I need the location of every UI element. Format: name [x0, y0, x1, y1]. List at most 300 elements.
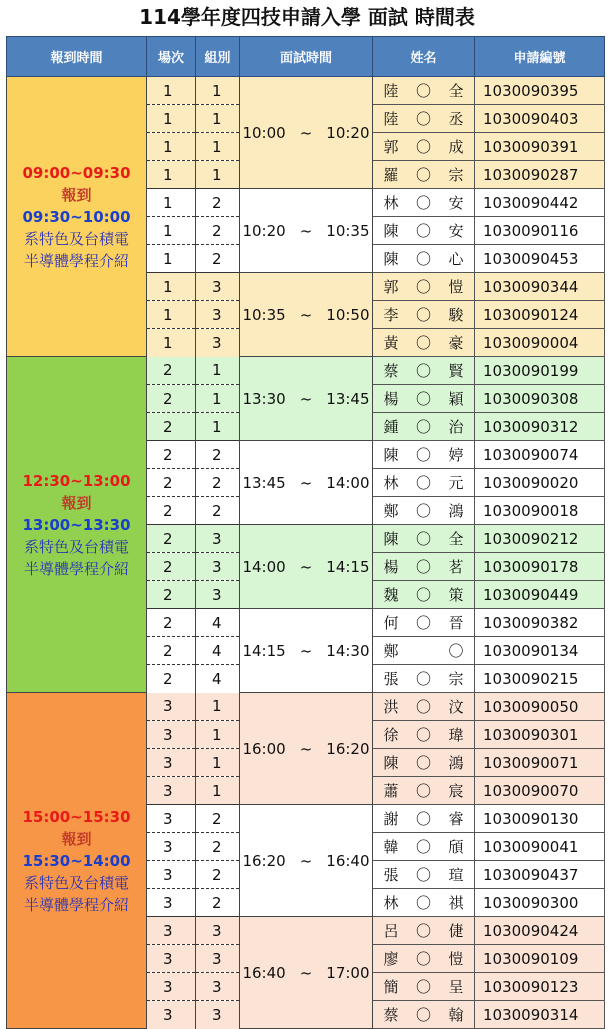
- name-char: 簡: [383, 978, 399, 996]
- name-char: 謝: [383, 810, 399, 828]
- name-char: 〇: [415, 474, 431, 492]
- name-char: 宗: [448, 166, 464, 184]
- name-char: 〇: [415, 838, 431, 856]
- name-char: 韓: [383, 838, 399, 856]
- table-header: [7, 37, 605, 77]
- name-char: 倢: [448, 922, 464, 940]
- group-cell: 2: [196, 889, 240, 917]
- name-char: 楊: [383, 558, 399, 576]
- interview-time-cell: [240, 805, 373, 917]
- time-sep: ~: [299, 557, 313, 576]
- report-time-cell: [7, 693, 147, 1029]
- report-time: 15:00~15:30: [22, 807, 131, 826]
- name-cell: [373, 357, 475, 385]
- session-cell: 3: [147, 693, 196, 721]
- name-char: 〇: [448, 642, 464, 660]
- name-char: 成: [448, 138, 464, 156]
- interview-time-cell: [240, 189, 373, 273]
- group-cell: 3: [196, 525, 240, 553]
- session-cell: 2: [147, 665, 196, 693]
- session-cell: 3: [147, 945, 196, 973]
- name-char: 何: [383, 614, 399, 632]
- name-cell: [373, 189, 475, 217]
- name-char: 晉: [448, 614, 464, 632]
- name-char: 〇: [415, 530, 431, 548]
- page-title: 114學年度四技申請入學 面試 時間表: [139, 5, 475, 29]
- application-id-cell: 1030090134: [475, 637, 605, 665]
- session-cell: 3: [147, 749, 196, 777]
- time-start: 13:45: [242, 473, 286, 492]
- name-cell: [373, 889, 475, 917]
- group-cell: 2: [196, 497, 240, 525]
- group-cell: 3: [196, 329, 240, 357]
- time-start: 10:35: [242, 305, 286, 324]
- group-cell: 3: [196, 581, 240, 609]
- time-end: 14:15: [326, 557, 370, 576]
- name-cell: [373, 637, 475, 665]
- group-cell: 3: [196, 553, 240, 581]
- name-cell: [373, 469, 475, 497]
- application-id-cell: 1030090449: [475, 581, 605, 609]
- application-id-cell: 1030090070: [475, 777, 605, 805]
- application-id-cell: 1030090041: [475, 833, 605, 861]
- time-sep: ~: [299, 851, 313, 870]
- name-char: 愷: [448, 278, 464, 296]
- name-cell: [373, 609, 475, 637]
- name-char: 陳: [383, 446, 399, 464]
- name-cell: [373, 273, 475, 301]
- time-end: 14:30: [326, 641, 370, 660]
- time-start: 16:20: [242, 851, 286, 870]
- name-cell: [373, 833, 475, 861]
- session-cell: 3: [147, 805, 196, 833]
- time-sep: ~: [299, 305, 313, 324]
- name-char: 〇: [415, 754, 431, 772]
- name-char: 洪: [383, 698, 399, 716]
- group-cell: 1: [196, 693, 240, 721]
- application-id-cell: 1030090391: [475, 133, 605, 161]
- report-time-cell: [7, 77, 147, 357]
- name-cell: [373, 917, 475, 945]
- application-id-cell: 1030090130: [475, 805, 605, 833]
- name-char: 〇: [415, 950, 431, 968]
- group-cell: 2: [196, 189, 240, 217]
- report-label: 報到: [61, 493, 92, 512]
- application-id-cell: 1030090437: [475, 861, 605, 889]
- name-char: 宸: [448, 782, 464, 800]
- name-char: 蔡: [383, 1006, 399, 1024]
- name-char: 〇: [415, 586, 431, 604]
- name-char: 陸: [383, 110, 399, 128]
- intro-line-2: 半導體學程介紹: [23, 251, 129, 270]
- application-id-cell: 1030090199: [475, 357, 605, 385]
- name-char: 羅: [383, 166, 399, 184]
- time-start: 10:00: [242, 123, 286, 142]
- application-id-cell: 1030090403: [475, 105, 605, 133]
- header-name: 姓名: [373, 37, 475, 77]
- name-char: 茗: [448, 558, 464, 576]
- application-id-cell: 1030090004: [475, 329, 605, 357]
- name-char: 林: [383, 474, 399, 492]
- name-char: 〇: [415, 978, 431, 996]
- name-cell: [373, 1001, 475, 1029]
- name-char: 愷: [448, 950, 464, 968]
- session-cell: 2: [147, 581, 196, 609]
- application-id-cell: 1030090287: [475, 161, 605, 189]
- session-cell: 3: [147, 1001, 196, 1029]
- name-char: 心: [448, 250, 464, 268]
- name-char: 〇: [415, 922, 431, 940]
- name-char: 豪: [448, 334, 464, 352]
- name-char: 鍾: [383, 418, 399, 436]
- session-cell: 3: [147, 861, 196, 889]
- name-char: 策: [448, 586, 464, 604]
- name-char: 呈: [448, 978, 464, 996]
- group-cell: 2: [196, 441, 240, 469]
- application-id-cell: 1030090215: [475, 665, 605, 693]
- session-cell: 3: [147, 889, 196, 917]
- session-cell: 2: [147, 385, 196, 413]
- application-id-cell: 1030090123: [475, 973, 605, 1001]
- session-cell: 1: [147, 329, 196, 357]
- interview-time-cell: [240, 441, 373, 525]
- name-char: 〇: [415, 418, 431, 436]
- name-char: 睿: [448, 810, 464, 828]
- name-char: 陳: [383, 754, 399, 772]
- time-start: 14:15: [242, 641, 286, 660]
- session-cell: 2: [147, 441, 196, 469]
- application-id-cell: 1030090178: [475, 553, 605, 581]
- name-char: 頎: [448, 838, 464, 856]
- name-cell: [373, 777, 475, 805]
- name-cell: [373, 721, 475, 749]
- group-cell: 3: [196, 1001, 240, 1029]
- name-char: 蔡: [383, 362, 399, 380]
- name-char: 〇: [415, 614, 431, 632]
- time-start: 16:00: [242, 739, 286, 758]
- session-cell: 2: [147, 413, 196, 441]
- table-body: [7, 77, 605, 1029]
- group-cell: 4: [196, 609, 240, 637]
- report-label: 報到: [61, 829, 92, 848]
- session-cell: 1: [147, 189, 196, 217]
- group-cell: 2: [196, 833, 240, 861]
- name-char: 李: [383, 306, 399, 324]
- name-cell: [373, 329, 475, 357]
- name-cell: [373, 385, 475, 413]
- session-cell: 1: [147, 161, 196, 189]
- table-row: [7, 357, 605, 385]
- name-char: 〇: [415, 194, 431, 212]
- group-cell: 1: [196, 77, 240, 105]
- header-session: 場次: [147, 37, 196, 77]
- name-char: 陳: [383, 530, 399, 548]
- application-id-cell: 1030090124: [475, 301, 605, 329]
- name-char: 瑋: [448, 726, 464, 744]
- name-char: 鄭: [383, 502, 399, 520]
- name-char: 鴻: [448, 502, 464, 520]
- name-char: 蕭: [383, 782, 399, 800]
- session-cell: 3: [147, 917, 196, 945]
- name-char: 瑄: [448, 866, 464, 884]
- name-char: 元: [448, 474, 464, 492]
- name-char: 〇: [415, 558, 431, 576]
- report-time: 09:00~09:30: [22, 163, 131, 182]
- name-char: 〇: [415, 698, 431, 716]
- application-id-cell: 1030090424: [475, 917, 605, 945]
- name-char: 賢: [448, 362, 464, 380]
- group-cell: 3: [196, 917, 240, 945]
- session-cell: 3: [147, 721, 196, 749]
- table-row: [7, 693, 605, 721]
- name-char: 林: [383, 894, 399, 912]
- name-char: 〇: [415, 334, 431, 352]
- name-char: 〇: [415, 222, 431, 240]
- time-end: 14:00: [326, 473, 370, 492]
- group-cell: 3: [196, 973, 240, 1001]
- intro-line-2: 半導體學程介紹: [23, 895, 129, 914]
- session-cell: 1: [147, 133, 196, 161]
- name-char: 駿: [448, 306, 464, 324]
- name-char: 林: [383, 194, 399, 212]
- session-cell: 3: [147, 833, 196, 861]
- time-start: 10:20: [242, 221, 286, 240]
- name-cell: [373, 693, 475, 721]
- name-cell: [373, 441, 475, 469]
- intro-line-1: 系特色及台積電: [23, 229, 129, 248]
- application-id-cell: 1030090050: [475, 693, 605, 721]
- time-end: 13:45: [326, 389, 370, 408]
- name-char: 鴻: [448, 754, 464, 772]
- name-cell: [373, 301, 475, 329]
- interview-time-cell: [240, 525, 373, 609]
- name-char: 汶: [448, 698, 464, 716]
- application-id-cell: 1030090314: [475, 1001, 605, 1029]
- interview-time-cell: [240, 917, 373, 1029]
- name-char: 〇: [415, 894, 431, 912]
- time-start: 14:00: [242, 557, 286, 576]
- name-char: 〇: [415, 446, 431, 464]
- header-report-time: 報到時間: [7, 37, 147, 77]
- time-sep: ~: [299, 739, 313, 758]
- time-sep: ~: [299, 963, 313, 982]
- time-end: 10:20: [326, 123, 370, 142]
- name-char: 〇: [415, 306, 431, 324]
- header-group: 組別: [196, 37, 240, 77]
- name-char: 〇: [415, 810, 431, 828]
- name-cell: [373, 245, 475, 273]
- group-cell: 1: [196, 413, 240, 441]
- application-id-cell: 1030090344: [475, 273, 605, 301]
- name-char: 安: [448, 222, 464, 240]
- interview-time-cell: [240, 77, 373, 189]
- name-cell: [373, 973, 475, 1001]
- session-cell: 2: [147, 497, 196, 525]
- name-cell: [373, 749, 475, 777]
- time-end: 16:20: [326, 739, 370, 758]
- session-cell: 1: [147, 301, 196, 329]
- name-char: 陳: [383, 250, 399, 268]
- header-interview-time: 面試時間: [240, 37, 373, 77]
- name-char: 翰: [448, 1006, 464, 1024]
- name-char: 穎: [448, 390, 464, 408]
- group-cell: 1: [196, 133, 240, 161]
- group-cell: 2: [196, 217, 240, 245]
- group-cell: 1: [196, 749, 240, 777]
- application-id-cell: 1030090074: [475, 441, 605, 469]
- name-char: 陸: [383, 82, 399, 100]
- session-cell: 2: [147, 357, 196, 385]
- time-sep: ~: [299, 473, 313, 492]
- name-char: 〇: [415, 1006, 431, 1024]
- name-char: 〇: [415, 782, 431, 800]
- name-char: 廖: [383, 950, 399, 968]
- group-cell: 2: [196, 861, 240, 889]
- name-cell: [373, 77, 475, 105]
- name-cell: [373, 581, 475, 609]
- name-char: 張: [383, 670, 399, 688]
- session-cell: 2: [147, 553, 196, 581]
- name-char: 張: [383, 866, 399, 884]
- time-start: 16:40: [242, 963, 286, 982]
- table-row: [7, 77, 605, 105]
- name-cell: [373, 497, 475, 525]
- name-cell: [373, 133, 475, 161]
- time-end: 16:40: [326, 851, 370, 870]
- name-cell: [373, 105, 475, 133]
- time-sep: ~: [299, 389, 313, 408]
- application-id-cell: 1030090453: [475, 245, 605, 273]
- name-char: 全: [448, 530, 464, 548]
- name-char: 〇: [415, 362, 431, 380]
- name-char: 宗: [448, 670, 464, 688]
- interview-time-cell: [240, 357, 373, 441]
- session-cell: 3: [147, 777, 196, 805]
- application-id-cell: 1030090212: [475, 525, 605, 553]
- name-char: 安: [448, 194, 464, 212]
- session-cell: 2: [147, 609, 196, 637]
- name-cell: [373, 413, 475, 441]
- session-cell: 2: [147, 469, 196, 497]
- interview-time-cell: [240, 693, 373, 805]
- application-id-cell: 1030090300: [475, 889, 605, 917]
- name-char: 黃: [383, 334, 399, 352]
- group-cell: 1: [196, 105, 240, 133]
- name-cell: [373, 665, 475, 693]
- name-char: 呂: [383, 922, 399, 940]
- name-cell: [373, 525, 475, 553]
- intro-line-1: 系特色及台積電: [23, 537, 129, 556]
- name-char: 丞: [448, 110, 464, 128]
- group-cell: 4: [196, 665, 240, 693]
- intro-time: 15:30~14:00: [22, 851, 131, 870]
- session-cell: 1: [147, 77, 196, 105]
- time-start: 13:30: [242, 389, 286, 408]
- group-cell: 3: [196, 945, 240, 973]
- group-cell: 1: [196, 721, 240, 749]
- time-end: 10:50: [326, 305, 370, 324]
- name-char: 徐: [383, 726, 399, 744]
- group-cell: 3: [196, 273, 240, 301]
- intro-time: 09:30~10:00: [22, 207, 131, 226]
- interview-schedule-table: [6, 36, 605, 1029]
- group-cell: 1: [196, 385, 240, 413]
- group-cell: 1: [196, 357, 240, 385]
- group-cell: 4: [196, 637, 240, 665]
- group-cell: 2: [196, 469, 240, 497]
- name-cell: [373, 945, 475, 973]
- name-char: 治: [448, 418, 464, 436]
- application-id-cell: 1030090109: [475, 945, 605, 973]
- application-id-cell: 1030090301: [475, 721, 605, 749]
- application-id-cell: 1030090312: [475, 413, 605, 441]
- application-id-cell: 1030090018: [475, 497, 605, 525]
- interview-time-cell: [240, 273, 373, 357]
- application-id-cell: 1030090020: [475, 469, 605, 497]
- intro-line-1: 系特色及台積電: [23, 873, 129, 892]
- intro-line-2: 半導體學程介紹: [23, 559, 129, 578]
- name-char: 鄭: [383, 642, 399, 660]
- application-id-cell: 1030090395: [475, 77, 605, 105]
- name-char: 楊: [383, 390, 399, 408]
- name-char: 〇: [415, 166, 431, 184]
- name-char: 〇: [415, 138, 431, 156]
- application-id-cell: 1030090308: [475, 385, 605, 413]
- name-char: 郭: [383, 278, 399, 296]
- time-sep: ~: [299, 641, 313, 660]
- intro-time: 13:00~13:30: [22, 515, 131, 534]
- name-cell: [373, 805, 475, 833]
- application-id-cell: 1030090071: [475, 749, 605, 777]
- group-cell: 1: [196, 161, 240, 189]
- name-char: 〇: [415, 390, 431, 408]
- name-char: 全: [448, 82, 464, 100]
- group-cell: 3: [196, 301, 240, 329]
- session-cell: 1: [147, 245, 196, 273]
- name-char: 〇: [415, 502, 431, 520]
- session-cell: 1: [147, 105, 196, 133]
- name-char: 〇: [415, 278, 431, 296]
- interview-time-cell: [240, 609, 373, 693]
- name-char: 〇: [415, 250, 431, 268]
- time-sep: ~: [299, 221, 313, 240]
- name-char: 〇: [415, 110, 431, 128]
- name-char: 陳: [383, 222, 399, 240]
- name-cell: [373, 217, 475, 245]
- name-cell: [373, 861, 475, 889]
- group-cell: 1: [196, 777, 240, 805]
- application-id-cell: 1030090116: [475, 217, 605, 245]
- header-application-id: 申請編號: [475, 37, 605, 77]
- name-char: 魏: [383, 586, 399, 604]
- report-time-cell: [7, 357, 147, 693]
- report-label: 報到: [61, 185, 92, 204]
- name-char: 婷: [448, 446, 464, 464]
- name-char: 郭: [383, 138, 399, 156]
- application-id-cell: 1030090442: [475, 189, 605, 217]
- session-cell: 2: [147, 637, 196, 665]
- session-cell: 3: [147, 973, 196, 1001]
- time-end: 17:00: [326, 963, 370, 982]
- time-end: 10:35: [326, 221, 370, 240]
- name-char: 〇: [415, 726, 431, 744]
- name-char: 〇: [415, 670, 431, 688]
- name-char: 〇: [415, 82, 431, 100]
- group-cell: 2: [196, 245, 240, 273]
- application-id-cell: 1030090382: [475, 609, 605, 637]
- name-cell: [373, 553, 475, 581]
- time-sep: ~: [299, 123, 313, 142]
